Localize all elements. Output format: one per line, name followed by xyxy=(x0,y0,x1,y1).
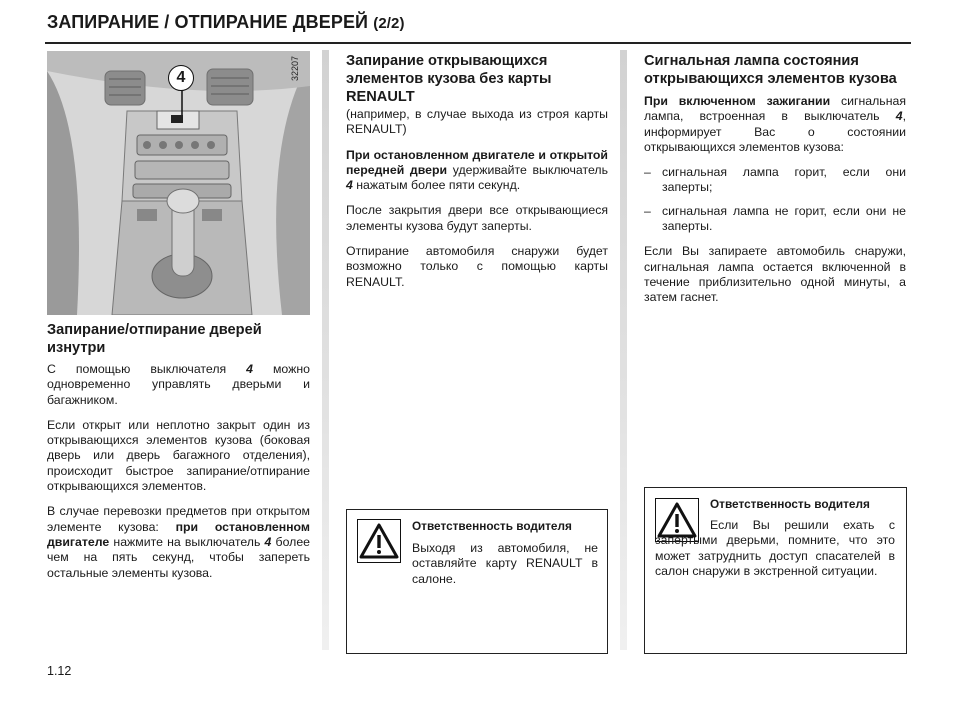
callout-4: 4 xyxy=(168,65,194,91)
warning-triangle-icon xyxy=(357,519,401,563)
col1-paragraph-2: Если открыт или неплотно закрыт один из открывающихся элементов кузова (боковая дверь или дверь багажного отделения), происходит быстрое запирание/отпирание открывающихся элементов. xyxy=(47,417,310,494)
column-2 xyxy=(346,52,608,300)
col1-heading: Запирание/отпирание дверей изнутри xyxy=(47,322,262,356)
page-title-suffix: (2/2) xyxy=(373,15,405,32)
col3-warning-text: Если Вы решили ехать с запертыми дверьми, помните, что это может затруднить доступ спасателей в салон снаружи в экстренной ситуации. xyxy=(655,518,895,578)
col3-bullet-2: – сигнальная лампа не горит, если они не заперты. xyxy=(644,204,906,235)
col3-paragraph-1: При включенном зажигании сигнальная лампа, встроенная в выключатель 4, информирует Вас о состоянии открывающихся элементов кузова: xyxy=(644,94,906,154)
page-title xyxy=(47,12,405,33)
col3-bullet-list xyxy=(644,165,906,234)
col3-paragraph-2: Если Вы запираете автомобиль снаружи, сигнальная лампа остается включенной в течение приблизительно одной минуты, а затем гаснет. xyxy=(644,244,906,305)
page-title-text: ЗАПИРАНИЕ / ОТПИРАНИЕ ДВЕРЕЙ xyxy=(47,12,369,32)
col3-heading: Сигнальная лампа состояния открывающихся элементов кузова xyxy=(644,53,897,87)
col3-warning-box xyxy=(644,487,907,654)
col3-bullet-1: – сигнальная лампа горит, если они заперты; xyxy=(644,165,906,196)
figure-code: 32207 xyxy=(290,56,300,82)
column-gutter-left xyxy=(322,50,329,650)
col2-paragraph-3: Отпирание автомобиля снаружи будет возможно только с помощью карты RENAULT. xyxy=(346,244,608,289)
col2-warning-box xyxy=(346,509,608,654)
title-rule xyxy=(45,42,911,44)
page-number: 1.12 xyxy=(47,664,72,678)
col3-warning-title: Ответственность водителя xyxy=(710,497,870,511)
col2-note: (например, в случае выхода из строя карты RENAULT) xyxy=(346,107,608,137)
col2-paragraph-1: При остановленном двигателе и открытой передней двери удерживайте выключатель 4 нажатым более пяти секунд. xyxy=(346,147,608,193)
col1-paragraph-1: С помощью выключателя 4 можно одновременно управлять дверьми и багажником. xyxy=(47,362,310,407)
col2-warning-title: Ответственность водителя xyxy=(412,519,572,533)
col2-warning-text: Выходя из автомобиля, не оставляйте карту RENAULT в салоне. xyxy=(412,541,598,586)
col2-paragraph-2: После закрытия двери все открывающиеся элементы кузова будут заперты. xyxy=(346,203,608,233)
col2-heading: Запирание открывающихся элементов кузова без карты RENAULT xyxy=(346,53,552,105)
column-1 xyxy=(47,321,310,591)
column-gutter-right xyxy=(620,50,627,650)
column-3 xyxy=(644,52,906,316)
col1-paragraph-3: В случае перевозки предметов при открытом элементе кузова: при остановленном двигателе нажмите на выключатель 4 более чем на пять секунд, чтобы запереть остальные элементы кузова. xyxy=(47,504,310,580)
